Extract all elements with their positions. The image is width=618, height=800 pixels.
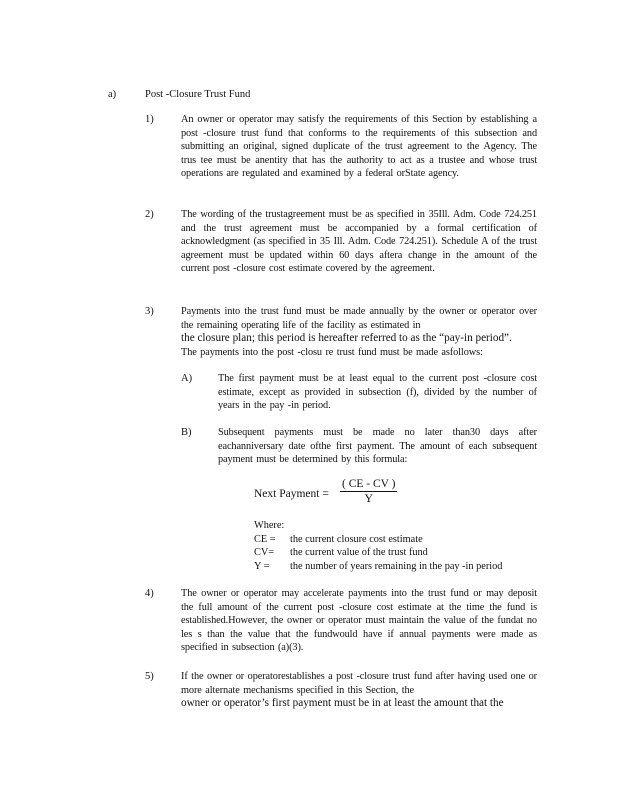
item-5-text-part-a: If the owner or operatorestablishes a post -closure trust fund after having used one or more alternate mechanisms specified in this Section, the	[181, 671, 537, 696]
where-symbol: Y =	[254, 561, 270, 572]
item-4-text: The owner or operator may accelerate payments into the trust fund or may deposit the full amount of the current post -closure cost estimate at the time the fund is established.However, the owner or operator must maintain the value of the fundat no les s than the value that the fundwould have if annual payments were made as specified in subsection (a)(3).	[181, 588, 537, 654]
where-description: the number of years remaining in the pay -in period	[290, 561, 503, 572]
formula-fraction	[340, 478, 397, 505]
where-symbol: CE =	[254, 534, 276, 545]
item-2-number: 2)	[145, 209, 154, 220]
item-5-text-part-b: owner or operator’s first payment must be in at least the amount that the	[181, 697, 504, 710]
where-row	[254, 560, 502, 574]
item-5-body	[181, 670, 537, 711]
where-row	[254, 546, 428, 560]
item-3-body	[181, 305, 537, 359]
item-2-text: The wording of the trustagreement must be as specified in 35Ill. Adm. Code 724.251 and the trust agreement must be accompanied by a formal certification of acknowledgment (as specified in 35 Ill. Adm. Code 724.251). Schedule A of the trust agreement must be updated within 60 days aftera change in the amount of the current post -closure cost estimate covered by the agreement.	[181, 209, 537, 275]
item-5-number: 5)	[145, 671, 154, 682]
where-row	[254, 533, 423, 547]
item-4-number: 4)	[145, 588, 154, 599]
where-label: Where:	[254, 520, 285, 531]
where-description: the current value of the trust fund	[290, 547, 428, 558]
subitem-a-text: The first payment must be at least equal to the current post -closure cost estimate, except as provided in subsection (f), divided by the number of years in the pay -in period.	[218, 373, 537, 412]
section-title: Post -Closure Trust Fund	[145, 89, 251, 100]
subitem-b-text: Subsequent payments must be made no later than30 days after eachanniversary date ofthe first payment. The amount of each subsequent payment must be determined by this formula:	[218, 427, 537, 466]
formula-denominator: Y	[364, 493, 373, 505]
formula-numerator: ( CE - CV )	[342, 478, 396, 490]
section-label: a)	[108, 89, 117, 100]
where-symbol: CV=	[254, 547, 275, 558]
item-3-text-part-c: The payments into the post -closu re trust fund must be made asfollows:	[181, 346, 483, 358]
item-3-number: 3)	[145, 306, 154, 317]
item-1-text: An owner or operator may satisfy the requirements of this Section by establishing a post -closure trust fund that conforms to the requirements of this subsection and submitting an original, signed duplicate of the trust agreement to the Agency. The trus tee must be anentity that has the authority to act as a trustee and whose trust operations are regulated and examined by a federal orState agency.	[181, 114, 537, 180]
item-3-text-part-b: the closure plan; this period is hereafter referred to as the “pay-in period”.	[181, 332, 512, 345]
where-description: the current closure cost estimate	[290, 534, 423, 545]
item-3-text-part-a: Payments into the trust fund must be made annually by the owner or operator over the remaining operating life of the facility as estimated in	[181, 306, 537, 331]
subitem-a-number: A)	[181, 373, 193, 384]
formula-lhs: Next Payment =	[254, 488, 329, 500]
subitem-b-number: B)	[181, 427, 192, 438]
item-1-number: 1)	[145, 114, 154, 125]
